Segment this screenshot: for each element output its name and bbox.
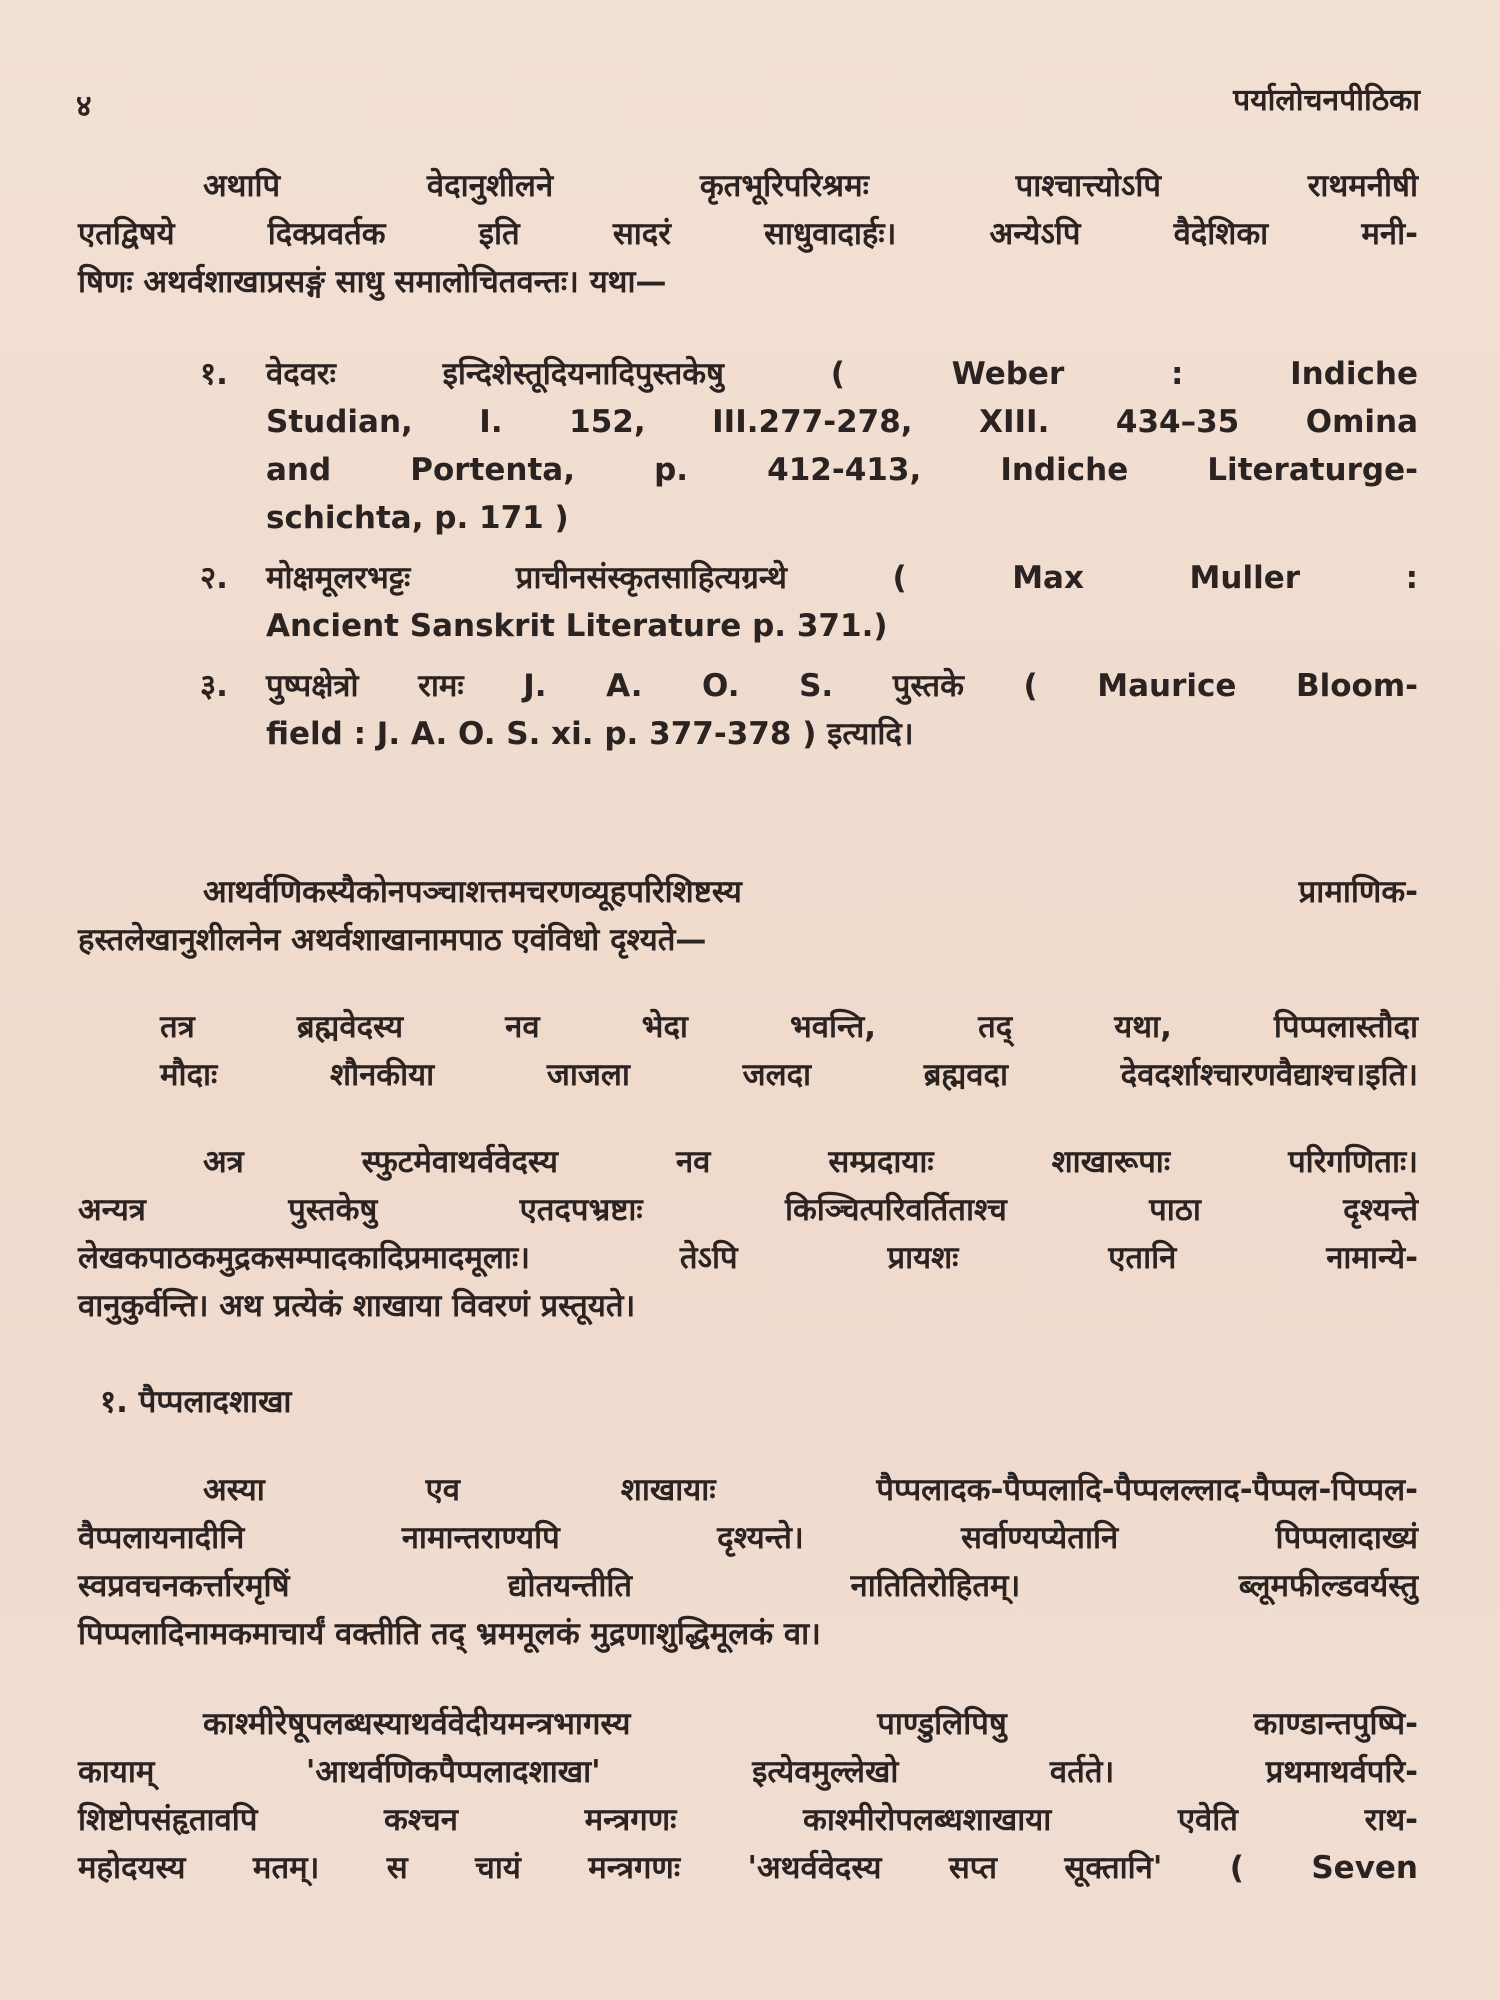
- text-line: कायाम् 'आथर्वणिकपैप्पलादशाखा' इत्येवमुल्लेखो वर्तते। प्रथमाथर्वपरि-: [78, 1754, 1418, 1790]
- running-title: पर्यालोचनपीठिका: [1233, 83, 1420, 118]
- text-line: एतद्विषये दिक्प्रवर्तक इति सादरं साधुवादार्हः। अन्येऽपि वैदेशिका मनी-: [78, 216, 1418, 252]
- text-line: काश्मीरेषूपलब्धस्याथर्ववेदीयमन्त्रभागस्य पाण्डुलिपिषु काण्डान्तपुष्पि-: [203, 1706, 1418, 1742]
- text-line: लेखकपाठकमुद्रकसम्पादकादिप्रमादमूलाः। तेऽपि प्रायशः एतानि नामान्ये-: [78, 1240, 1418, 1276]
- text-line: पिप्पलादिनामकमाचार्यं वक्तीति तद् भ्रममूलकं मुद्रणाशुद्धिमूलकं वा।: [78, 1616, 821, 1652]
- paragraph-paippalada: [78, 1466, 1418, 1658]
- quoted-passage: [160, 1003, 1418, 1099]
- text-line: स्वप्रवचनकर्त्तारमृषिं द्योतयन्तीति नातितिरोहितम्। ब्लूमफील्डवर्यस्तु: [78, 1568, 1418, 1604]
- text-line: अत्र स्फुटमेवाथर्ववेदस्य नव सम्प्रदायाः शाखारूपाः परिगणिताः।: [203, 1144, 1418, 1180]
- reference-list: [200, 350, 1418, 770]
- text-line: आथर्वणिकस्यैकोनपञ्चाशत्तमचरणव्यूहपरिशिष्टस्य प्रामाणिक-: [203, 874, 1418, 910]
- text-line: हस्तलेखानुशीलनेन अथर्वशाखानामपाठ एवंविधो दृश्यते—: [78, 922, 707, 958]
- page-header: [70, 78, 1420, 124]
- paragraph-kashmir: [78, 1700, 1418, 1892]
- reference-item: [200, 350, 1418, 542]
- text-line: Studian, I. 152, III.277-278, XIII. 434–35 Omina: [266, 404, 1418, 440]
- paragraph-shakha-list: [78, 1138, 1418, 1330]
- reference-number: २.: [200, 560, 228, 596]
- text-line: षिणः अथर्वशाखाप्रसङ्गं साधु समालोचितवन्तः। यथा—: [78, 264, 667, 300]
- text-line: Ancient Sanskrit Literature p. 371.): [266, 608, 888, 644]
- page-number: ४: [76, 89, 92, 124]
- text-line: पुष्पक्षेत्रो रामः J. A. O. S. पुस्तके ( Maurice Bloom-: [266, 668, 1418, 704]
- intro-paragraph: [78, 162, 1418, 306]
- text-line: schichta, p. 171 ): [266, 500, 569, 536]
- text-line: मोक्षमूलरभट्टः प्राचीनसंस्कृतसाहित्यग्रन्थे ( Max Muller :: [266, 560, 1418, 596]
- paragraph-charanavyuha: [78, 868, 1418, 964]
- text-line: मौदाः शौनकीया जाजला जलदा ब्रह्मवदा देवदर्शाश्चारणवैद्याश्च।इति।: [160, 1057, 1418, 1093]
- text-line: field : J. A. O. S. xi. p. 377-378 ) इत्यादि।: [266, 716, 914, 752]
- text-line: अस्या एव शाखायाः पैप्पलादक-पैप्पलादि-पैप्पलल्लाद-पैप्पल-पिप्पल-: [203, 1472, 1418, 1508]
- reference-item: [200, 662, 1418, 758]
- text-line: महोदयस्य मतम्। स चायं मन्त्रगणः 'अथर्ववेदस्य सप्त सूक्तानि' ( Seven: [78, 1850, 1418, 1886]
- text-line: वैप्पलायनादीनि नामान्तराण्यपि दृश्यन्ते। सर्वाण्यप्येतानि पिप्पलादाख्यं: [78, 1520, 1418, 1556]
- text-line: तत्र ब्रह्मवेदस्य नव भेदा भवन्ति, तद् यथा, पिप्पलास्तौदा: [160, 1009, 1418, 1045]
- reference-number: १.: [200, 356, 228, 392]
- text-line: वेदवरः इन्दिशेस्तूदियनादिपुस्तकेषु ( Weber : Indiche: [266, 356, 1418, 392]
- section-heading: १. पैप्पलादशाखा: [100, 1384, 292, 1420]
- text-line: वानुकुर्वन्ति। अथ प्रत्येकं शाखाया विवरणं प्रस्तूयते।: [78, 1288, 636, 1324]
- text-line: अन्यत्र पुस्तकेषु एतदपभ्रष्टाः किञ्चित्परिवर्तिताश्च पाठा दृश्यन्ते: [78, 1192, 1418, 1228]
- reference-number: ३.: [200, 668, 228, 704]
- text-line: शिष्टोपसंहृतावपि कश्चन मन्त्रगणः काश्मीरोपलब्धशाखाया एवेति राथ-: [78, 1802, 1418, 1838]
- text-line: and Portenta, p. 412-413, Indiche Literaturge-: [266, 452, 1418, 488]
- text-line: अथापि वेदानुशीलने कृतभूरिपरिश्रमः पाश्चात्त्योऽपि राथमनीषी: [203, 168, 1418, 204]
- reference-item: [200, 554, 1418, 650]
